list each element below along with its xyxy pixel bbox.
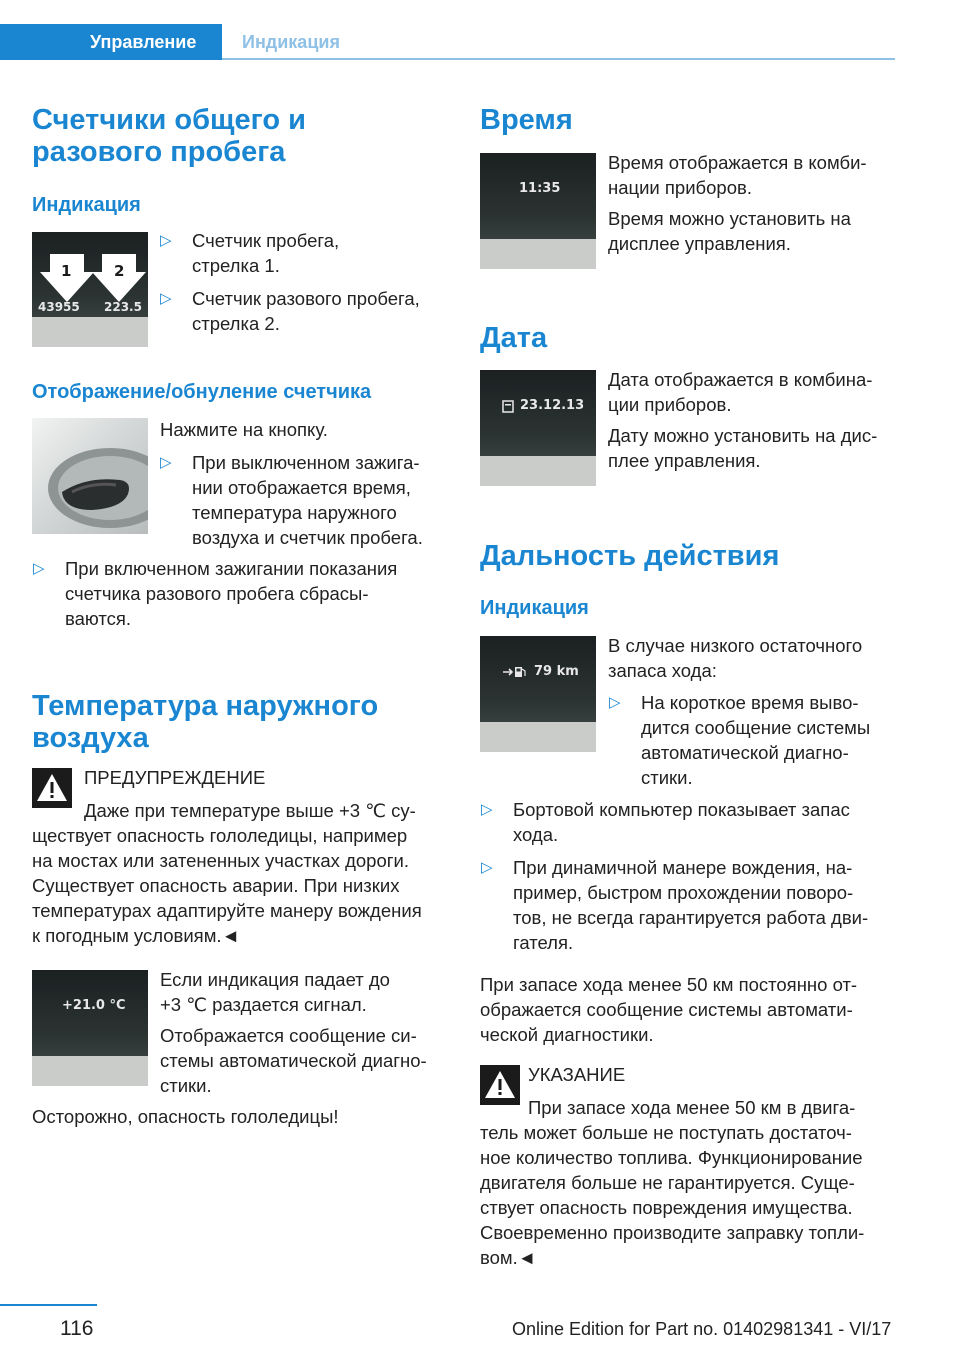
time-paragraph: Время отображается в комби- нации приборов. [608, 152, 867, 198]
range-value: 79 km [534, 664, 579, 679]
edition-text: Online Edition for Part no. 01402981341 - VI/17 [512, 1319, 892, 1339]
reset-button-icon [32, 418, 148, 534]
triangle-bullet-icon: ▷ [481, 859, 493, 876]
warning-label: ПРЕДУПРЕЖДЕНИЕ [84, 767, 266, 788]
date-value: 23.12.13 [520, 398, 585, 413]
ice-caution-text: Осторожно, опасность гололедицы! [32, 1106, 339, 1127]
header-rule [222, 58, 895, 60]
note-text-line: При запасе хода менее 50 км в двига- [528, 1097, 856, 1118]
time-value: 11:35 [519, 181, 561, 196]
date-display-image [480, 370, 596, 486]
warning-text-line: на мостах или затененных участках дороги. [32, 850, 409, 871]
odometer-arrows-icon [32, 232, 148, 347]
list-item: ▷ На короткое время выво- дится сообщение системы автоматической диагно- стики. [609, 692, 871, 788]
subheading-indikaciya: Индикация [480, 597, 589, 619]
time-paragraph: Время можно установить на дисплее управления. [608, 208, 851, 254]
warning-text-line: Существует опасность аварии. При низких [32, 875, 400, 896]
note-text-line: ствует опасность повреждения имущества. [480, 1197, 853, 1218]
arrow-label-2: 2 [114, 262, 125, 280]
range-display-image [480, 636, 596, 752]
temperature-display-image [32, 970, 148, 1086]
calendar-icon [502, 400, 514, 413]
list-item: ▷ При динамичной манере вождения, на- пример, быстром прохождении поворо- тов, не всегда гарантируется работа дви- гателя. [481, 857, 869, 953]
triangle-bullet-icon: ▷ [481, 801, 493, 818]
triangle-bullet-icon: ▷ [160, 232, 172, 249]
subheading-reset-counter: Отображение/обнуление счетчика [32, 381, 372, 403]
triangle-bullet-icon: ▷ [160, 454, 172, 471]
temp-paragraph: Если индикация падает до +3 ℃ раздается сигнал. [160, 969, 390, 1015]
temp-paragraph: Отображается сообщение си- стемы автоматической диагно- стики. [160, 1025, 427, 1096]
warning-triangle-icon [480, 1065, 520, 1105]
note-text-line: вом.◄ [480, 1247, 537, 1268]
list-item: ▷ Счетчик разового пробега, стрелка 2. [160, 288, 420, 334]
triangle-bullet-icon: ▷ [609, 694, 621, 711]
section-title-date: Дата [480, 322, 548, 354]
press-button-text: Нажмите на кнопку. [160, 419, 328, 440]
triangle-bullet-icon: ▷ [33, 560, 45, 577]
odometer-total-value: 43955 [38, 300, 80, 314]
warning-text-line: ществует опасность гололедицы, например [32, 825, 408, 846]
date-paragraph: Дата отображается в комбина- ции приборов. [608, 369, 873, 415]
note-text-line: Своевременно производите заправку топли- [480, 1222, 865, 1243]
temperature-value: +21.0 °C [62, 998, 126, 1013]
arrow-label-1: 1 [61, 262, 72, 280]
note-text-line: двигателя больше не гарантируется. Суще- [480, 1172, 855, 1193]
section-title-range: Дальность действия [480, 540, 780, 572]
section-title-time: Время [480, 104, 573, 136]
reset-button-image [32, 418, 148, 534]
warning-triangle-icon [32, 768, 72, 808]
tab-indikaciya[interactable]: Индикация [242, 32, 340, 52]
range-paragraph: В случае низкого остаточного запаса хода: [608, 635, 863, 681]
date-paragraph: Дату можно установить на дис- плее управления. [608, 425, 878, 471]
odometer-display-image [32, 232, 148, 347]
list-item: ▷ Бортовой компьютер показывает запас хода. [481, 799, 850, 845]
note-text-line: ное количество топлива. Функционирование [480, 1147, 863, 1168]
warning-text-line: Даже при температуре выше +3 ℃ су- [84, 800, 416, 821]
section-title-odometer: Счетчики общего и разового пробега [32, 104, 306, 168]
list-item: ▷ При включенном зажигании показания счетчика разового пробега сбрасы- ваются. [33, 558, 398, 629]
chapter-header [0, 24, 895, 62]
subheading-indikaciya: Индикация [32, 194, 141, 216]
list-item: ▷ Счетчик пробега, стрелка 1. [160, 230, 340, 276]
range-paragraph: При запасе хода менее 50 км постоянно от- ображается сообщение системы автомати- ческой диагностики. [480, 974, 858, 1045]
time-display-image [480, 153, 596, 269]
odometer-trip-value: 223.5 [104, 300, 142, 314]
fuel-pump-arrow-icon [502, 666, 526, 678]
list-item: ▷ При выключенном зажига- нии отображается время, температура наружного воздуха и счетчик пробега. [160, 452, 423, 548]
footer-rule [0, 1304, 97, 1306]
note-label: УКАЗАНИЕ [528, 1064, 626, 1085]
section-title-outside-temp: Температура наружного воздуха [32, 690, 379, 754]
note-text-line: тель может больше не поступать достаточ- [480, 1122, 852, 1143]
tab-upravlenie[interactable]: Управление [0, 24, 222, 60]
warning-text-line: к погодным условиям.◄ [32, 925, 240, 946]
warning-text-line: температурах адаптируйте манеру вождения [32, 900, 422, 921]
triangle-bullet-icon: ▷ [160, 290, 172, 307]
page-number: 116 [60, 1317, 94, 1340]
